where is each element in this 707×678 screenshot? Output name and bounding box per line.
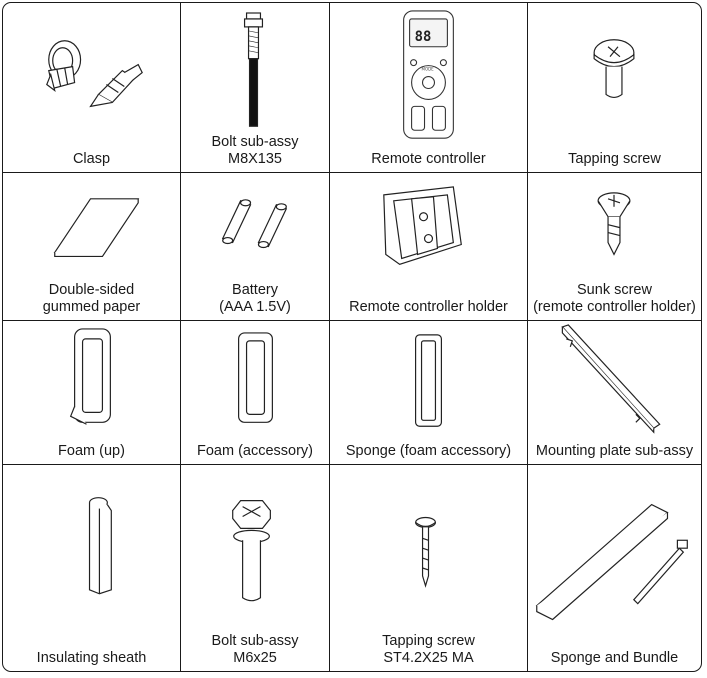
cell-battery (181, 173, 330, 321)
cell-small-tapping-screw (330, 465, 528, 671)
item-line-2: ST4.2X25 MA (383, 650, 474, 666)
remote-display: 88 (414, 28, 432, 45)
cell-tapping-screw (528, 3, 701, 173)
item-line-2: Insulating sheath (36, 650, 147, 666)
item-line-1: Bolt sub-assy (211, 633, 299, 649)
item-line-2: (AAA 1.5V) (219, 299, 291, 315)
remote-mode-label: MODE (421, 66, 434, 72)
item-line-2: gummed paper (42, 299, 141, 315)
cell-sponge-and-bundle (528, 465, 701, 671)
insulating-sheath-icon (3, 465, 180, 671)
cell-foam-up (3, 321, 181, 465)
item-line-1: Sunk screw (577, 282, 652, 298)
cell-remote-holder (330, 173, 528, 321)
item-line-2: (remote controller holder) (533, 299, 696, 315)
item-line-2: Foam (accessory) (196, 443, 314, 459)
item-line-2: Mounting plate sub-assy (535, 443, 694, 459)
cell-clasp (3, 3, 181, 173)
item-line-2: Remote controller (371, 151, 486, 167)
cell-remote-controller (330, 3, 528, 173)
item-line-2: M6x25 (233, 650, 277, 666)
cell-bolt-m8x135 (181, 3, 330, 173)
cell-insulating-sheath (3, 465, 181, 671)
accessory-table (2, 2, 702, 672)
item-line-2: Clasp (72, 151, 111, 167)
item-line-2: M8X135 (227, 151, 282, 167)
cell-mounting-plate (528, 321, 701, 465)
tapping-screw-icon (528, 3, 701, 172)
cell-sunk-screw (528, 173, 701, 321)
item-line-1: Battery (232, 282, 278, 298)
sponge-and-cable-tie-icon (528, 465, 701, 671)
item-line-2: Remote controller holder (349, 299, 508, 315)
remote-controller-icon (330, 3, 527, 172)
cell-bolt-m6x25 (181, 465, 330, 671)
item-line-1: Tapping screw (382, 633, 475, 649)
clasp-and-anchor-icon (3, 3, 180, 172)
item-line-2: Foam (up) (58, 443, 125, 459)
item-line-2: Sponge and Bundle (550, 650, 679, 666)
item-line-1: Double-sided (48, 282, 135, 298)
item-line-1: Bolt sub-assy (211, 134, 299, 150)
cell-sponge-foam (330, 321, 528, 465)
cell-foam-accessory (181, 321, 330, 465)
cell-gummed-paper (3, 173, 181, 321)
remote-holder-icon (330, 173, 527, 320)
item-line-2: Tapping screw (568, 151, 661, 167)
item-line-2: Sponge (foam accessory) (345, 443, 512, 459)
